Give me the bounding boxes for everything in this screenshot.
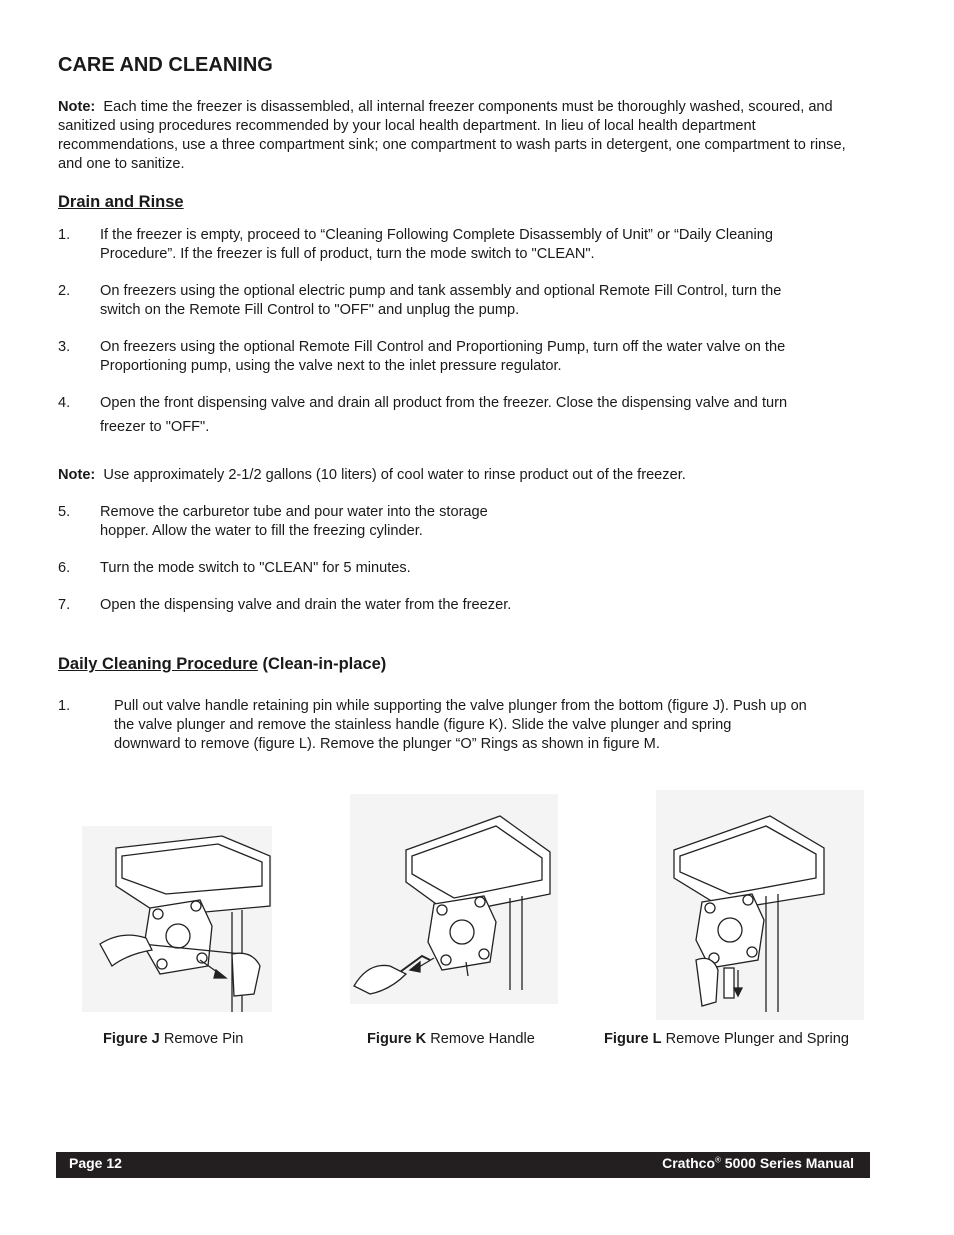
step-number: 6. bbox=[58, 560, 71, 576]
list-item bbox=[58, 394, 868, 442]
step-number: 1. bbox=[58, 227, 71, 243]
step-text-line1: Open the front dispensing valve and drain all product from the freezer. Close the dispensing valve and turn bbox=[100, 395, 788, 411]
step-text-line1: Turn the mode switch to "CLEAN" for 5 minutes. bbox=[100, 560, 411, 576]
figure-j-caption bbox=[103, 1031, 243, 1047]
figure-caption-text: Remove Pin bbox=[159, 1031, 244, 1047]
list-item bbox=[58, 226, 868, 266]
list-item bbox=[58, 697, 868, 757]
daily-heading-underlined: Daily Cleaning Procedure bbox=[58, 655, 258, 673]
step-text-line2: freezer to "OFF". bbox=[100, 419, 210, 435]
note-label: Note: bbox=[58, 99, 96, 115]
figure-j-illustration bbox=[82, 826, 272, 1012]
list-item bbox=[58, 559, 868, 579]
step-number: 5. bbox=[58, 504, 71, 520]
step-text-line2: Procedure”. If the freezer is full of product, turn the mode switch to "CLEAN". bbox=[100, 246, 595, 262]
registered-mark: ® bbox=[715, 1155, 721, 1165]
step-text-line2: Proportioning pump, using the valve next to the inlet pressure regulator. bbox=[100, 358, 562, 374]
page-footer bbox=[56, 1152, 870, 1178]
step-text-line3: downward to remove (figure L). Remove the plunger “O” Rings as shown in figure M. bbox=[114, 736, 660, 752]
step-text-line2: switch on the Remote Fill Control to "OFF" and unplug the pump. bbox=[100, 302, 520, 318]
figure-k-illustration bbox=[350, 794, 558, 1004]
figure-label: Figure K bbox=[367, 1031, 427, 1047]
step-text-line1: On freezers using the optional Remote Fill Control and Proportioning Pump, turn off the water valve on the bbox=[100, 339, 786, 355]
figure-l-caption bbox=[604, 1031, 849, 1047]
step-text-line1: On freezers using the optional electric pump and tank assembly and optional Remote Fill Control, turn the bbox=[100, 283, 782, 299]
list-item bbox=[58, 282, 868, 322]
figure-caption-text: Remove Handle bbox=[426, 1031, 535, 1047]
note-text: Use approximately 2-1/2 gallons (10 liters) of cool water to rinse product out of the freezer. bbox=[103, 467, 686, 483]
step-text-line1: Pull out valve handle retaining pin while supporting the valve plunger from the bottom (figure J). Push up on bbox=[114, 698, 807, 714]
list-item bbox=[58, 503, 868, 543]
manual-name: 5000 Series Manual bbox=[720, 1155, 854, 1171]
step-text-line1: Remove the carburetor tube and pour water into the storage bbox=[100, 504, 488, 520]
figure-l-illustration bbox=[656, 790, 864, 1020]
figure-label: Figure J bbox=[103, 1031, 160, 1047]
step-number: 4. bbox=[58, 395, 71, 411]
step-number: 2. bbox=[58, 283, 71, 299]
step-text-line2: the valve plunger and remove the stainless handle (figure K). Slide the valve plunger and spring bbox=[114, 717, 732, 733]
step-number: 7. bbox=[58, 597, 71, 613]
drain-rinse-heading: Drain and Rinse bbox=[58, 193, 184, 211]
manual-title bbox=[662, 1155, 854, 1171]
step-text-line1: Open the dispensing valve and drain the water from the freezer. bbox=[100, 597, 512, 613]
step-number: 1. bbox=[58, 698, 71, 714]
page-number: Page 12 bbox=[69, 1155, 122, 1171]
daily-cleaning-heading bbox=[58, 655, 386, 674]
note-text: Each time the freezer is disassembled, all internal freezer components must be thoroughly washed, scoured, and sanitized using procedures recommended by your local health department. In lieu of local health department recommendations, use a three compartment sink; one compartment to wash parts in detergent, one compartment to rinse, and one to sanitize. bbox=[58, 99, 846, 172]
intro-note bbox=[58, 98, 868, 174]
list-item bbox=[58, 338, 868, 378]
rinse-note bbox=[58, 466, 868, 485]
daily-heading-rest: (Clean-in-place) bbox=[257, 655, 387, 673]
list-item bbox=[58, 596, 868, 616]
figure-k-caption bbox=[367, 1031, 535, 1047]
figure-caption-text: Remove Plunger and Spring bbox=[661, 1031, 849, 1047]
page-title: CARE AND CLEANING bbox=[58, 54, 273, 76]
brand-name: Crathco bbox=[662, 1155, 716, 1171]
step-text-line1: If the freezer is empty, proceed to “Cleaning Following Complete Disassembly of Unit” or “Daily Cleaning bbox=[100, 227, 773, 243]
step-text-line2: hopper. Allow the water to fill the freezing cylinder. bbox=[100, 523, 423, 539]
note-label: Note: bbox=[58, 467, 96, 483]
figure-label: Figure L bbox=[604, 1031, 662, 1047]
step-number: 3. bbox=[58, 339, 71, 355]
